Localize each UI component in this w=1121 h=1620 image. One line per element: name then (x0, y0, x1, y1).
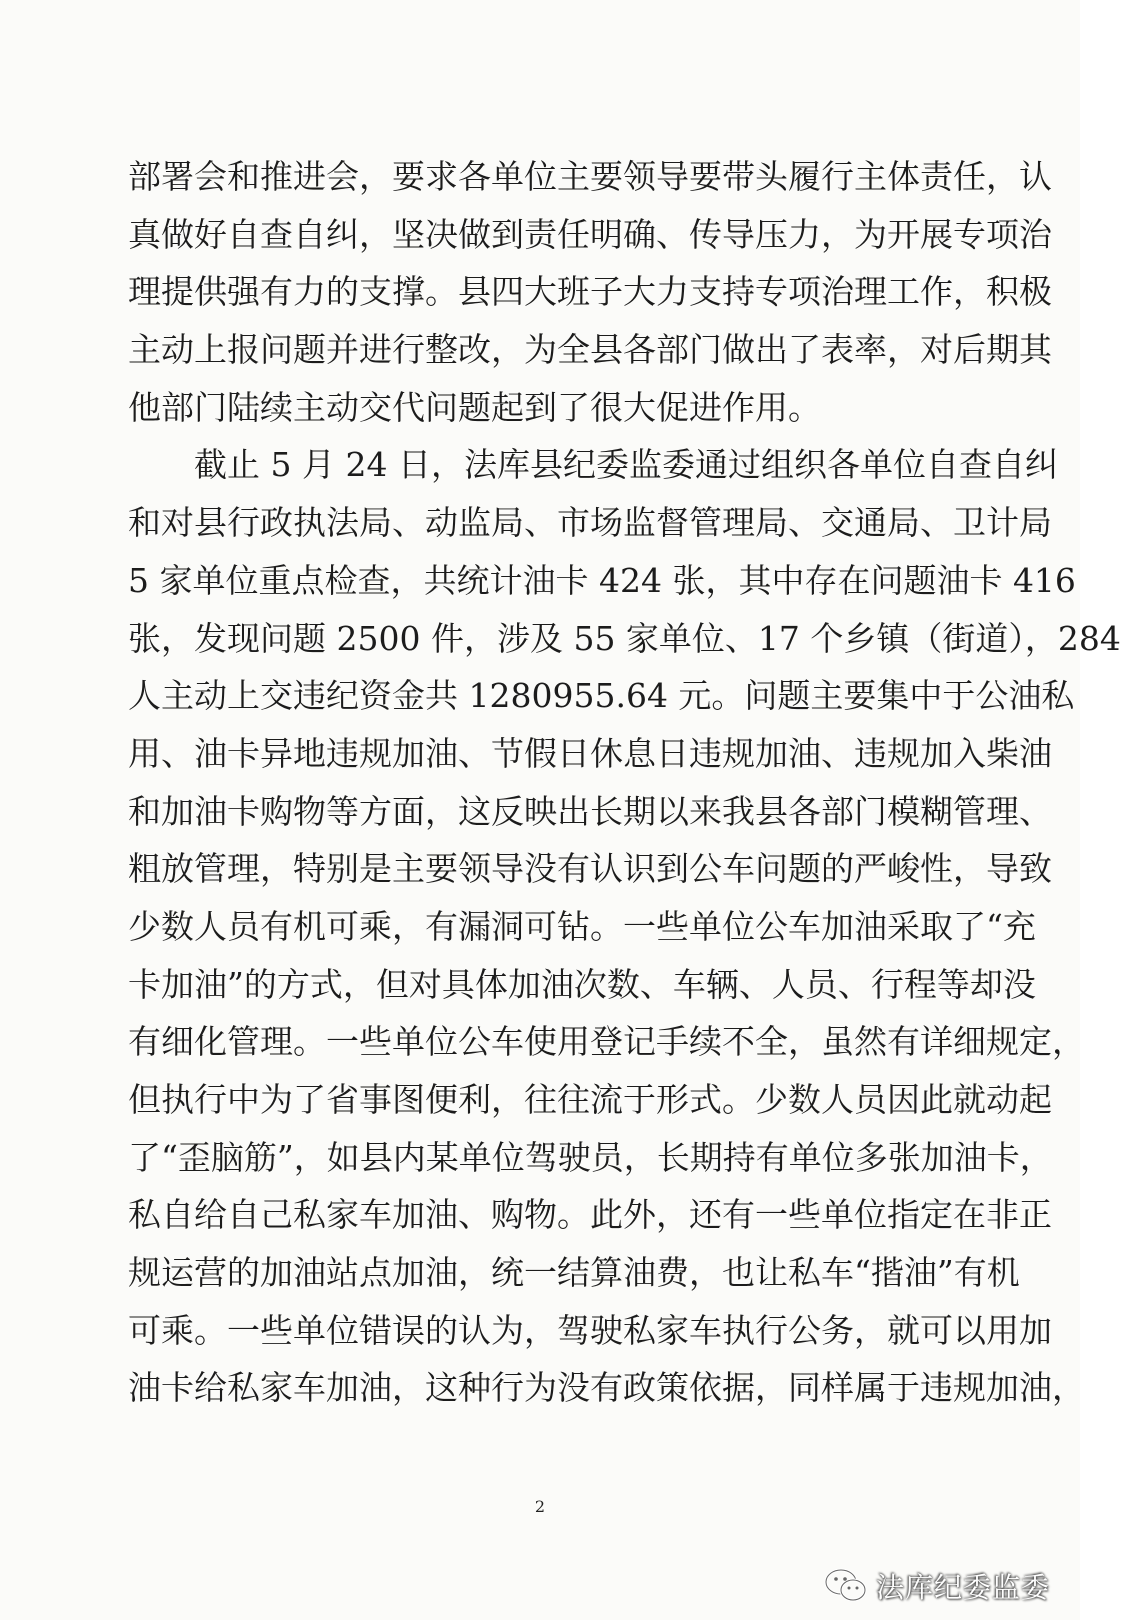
text-line: 但执行中为了省事图便利，往往流于形式。少数人员因此就动起 (128, 1080, 1052, 1119)
text-line: 他部门陆续主动交代问题起到了很大促进作用。 (128, 387, 821, 427)
text-line: 张，发现问题 2500 件，涉及 55 家单位、17 个乡镇（街道），284 (128, 618, 1121, 658)
text-line: 粗放管理，特别是主要领导没有认识到公车问题的严峻性，导致 (128, 849, 1052, 889)
text-line: 截止 5 月 24 日，法库县纪委监委通过组织各单位自查自纠 (194, 445, 1058, 485)
text-line: 主动上报问题并进行整改，为全县各部门做出了表率，对后期其 (128, 330, 1052, 370)
text-line: 私自给自己私家车加油、购物。此外，还有一些单位指定在非正 (128, 1195, 1052, 1235)
wechat-icon (824, 1566, 868, 1606)
text-line: 油卡给私家车加油，这种行为没有政策依据，同样属于违规加油， (128, 1368, 1085, 1408)
page-number: 2 (534, 1497, 546, 1516)
text-line: 规运营的加油站点加油，统一结算油费，也让私车“揩油”有机 (128, 1253, 1020, 1293)
watermark (824, 1566, 1050, 1606)
text-line: 真做好自查自纠，坚决做到责任明确、传导压力，为开展专项治 (128, 214, 1052, 254)
text-line: 理提供强有力的支撑。县四大班子大力支持专项治理工作，积极 (128, 272, 1052, 312)
text-line: 可乘。一些单位错误的认为，驾驶私家车执行公务，就可以用加 (128, 1310, 1052, 1350)
text-line: 人主动上交违纪资金共 1280955.64 元。问题主要集中于公油私 (128, 676, 1075, 716)
text-line: 和加油卡购物等方面，这反映出长期以来我县各部门模糊管理、 (128, 791, 1052, 831)
document-body (128, 148, 1121, 1417)
text-line: 了“歪脑筋”，如县内某单位驾驶员，长期持有单位多张加油卡， (128, 1137, 1053, 1177)
text-line: 卡加油”的方式，但对具体加油次数、车辆、人员、行程等却没 (128, 964, 1036, 1004)
text-line: 部署会和推进会，要求各单位主要领导要带头履行主体责任，认 (128, 157, 1052, 196)
text-line: 用、油卡异地违规加油、节假日休息日违规加油、违规加入柴油 (128, 733, 1052, 773)
text-line: 少数人员有机可乘，有漏洞可钻。一些单位公车加油采取了“充 (128, 906, 1036, 946)
text-line: 和对县行政执法局、动监局、市场监督管理局、交通局、卫计局 (128, 503, 1052, 543)
watermark-label: 法库纪委监委 (875, 1571, 1050, 1604)
text-line: 5 家单位重点检查，共统计油卡 424 张，其中存在问题油卡 416 (128, 560, 1076, 600)
text-line: 有细化管理。一些单位公车使用登记手续不全，虽然有详细规定， (128, 1022, 1085, 1062)
